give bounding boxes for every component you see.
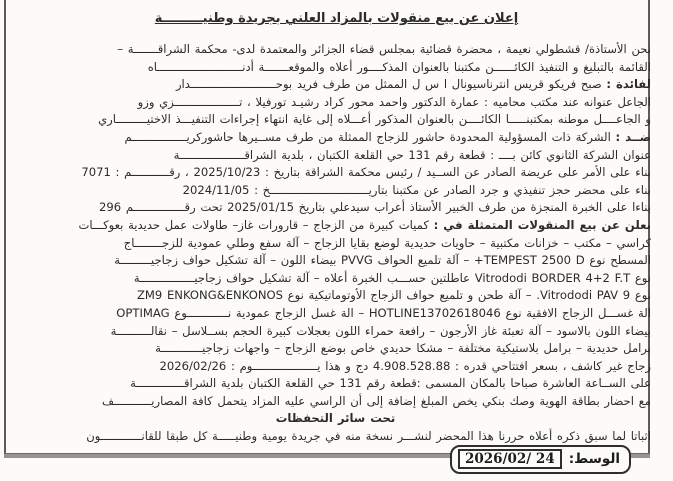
doc-line: الجاعل عنوانه عند مكتب محاميه : عمارة الدكتور واحمد محور كراد رشيـد تورفيلا ، تـــــــــــــــــــزي وزو <box>137 94 651 109</box>
doc-line-sale-items <box>20 217 651 235</box>
doc-line-opening-price: زجاج غير كاشف ، بسعر افتتاحي قدره : 4.908.528.88 دج و هذا يـــــــــــــــــــوم : 2026/02/26 <box>159 358 651 373</box>
doc-line: نوع Vitrododi PAV 9. – آلة طحن و تلميع حواف الزجاج الأوتوماتيكية نوع ZM9 ENKONG&ENKONOS <box>136 288 651 303</box>
beneficiary-text: صبح فريكو قريس انترناسيونال ا س ل الممثل من طرف فريد بوحـــــــــــــــــــــــــدار <box>175 77 607 92</box>
doc-line: المسطح نوع TEMPEST 2500 D+ – آلة تلميع الحواف PVVG بيضاء اللون – آلة تشكيل حواف زجاجيـــــــــة <box>114 253 651 268</box>
doc-line: مع احضار بطاقة الهوية وصك بنكي يخص المبلغ إضافة إلى أن الراسي عليه المزاد يتحمل كافة المصاريـــــــــــف <box>101 393 651 408</box>
doc-line: نوع Vitrododi BORDER 4+2 F.T عاطلتين حســـب الخبرة أعلاه – آلة تشكيل حواف زجاجيــــــــــــــــة <box>133 270 651 285</box>
stamp-label: الوسط: <box>568 451 621 467</box>
doc-line-closing: اثباتا لما سبق ذكره أعلاه حررنا هذا المحضر لنشـــر نسخة منه في جريدة يومية وطنيـــــة كل طبقا للقانــــــــــــون <box>86 429 651 444</box>
defendant-label: ضــد : <box>615 129 651 144</box>
doc-line: و الجاعــــل موطنه بمكتبنـــــا الكائــــن بالعنوان المذكور أعـــلاه إلى غاية انتهاء إجراءات التنفيـــذ الاختيـــــــــاري <box>98 112 651 127</box>
doc-line: عنوان الشركة الثانوي كائن بــــ : قطعة رقم 131 حي القلعة الكتبان ، بلدية الشراقـــــــــــــــــــة <box>173 147 651 162</box>
doc-line-court-order: بناء على الأمر على عريضة الصادر عن الســيد / رئيس محكمة الشراقة بتاريخ : 2025/10/23 ، رقـــــــــــم : 7071 <box>81 165 651 180</box>
doc-line: نحن الأستاذة/ قشطولي نعيمة ، محضرة قضائية بمجلس قضاء الجزائر والمعتمدة لدى- محكمة الشراقـــــــة – <box>117 42 651 56</box>
page-border-left <box>4 0 6 457</box>
doc-line-defendant <box>20 129 651 147</box>
beneficiary-label: لفائدة : <box>606 77 651 92</box>
doc-line: القائمة بالتبليغ و التنفيذ الكائــــــن مكتبنا بالعنوان المذكــــور أعلاه والموقعـــــــة أدنـــــــــــــــــــــــــاه <box>147 59 651 74</box>
doc-line-auction-place: على الســاعة العاشرة صباحا بالمكان المسمى :قطعة رقم 131 حي القلعة الكتبان بلدية الشراقــــــــــــــة <box>130 376 651 391</box>
doc-line: كراسي – مكتب – خزانات مكتبية – حاويات حديدية لوضع بقايا الزجاج – آلة سفع وطلي عمودية للزجــــــــاج <box>123 235 651 250</box>
defendant-text: الشركة ذات المسؤولية المحدودة حاشور للزجاج الممثلة من طرف مســيرها حاشوركريــــــــــــــــم <box>124 129 616 144</box>
doc-line-beneficiary <box>20 76 651 94</box>
notice-body <box>20 41 651 446</box>
doc-line: الة غســـل الزجاج الافقية نوع HOTLINE13702618046 – الة غسل الزجاج عمودية نــــــــــــوع OPTIMAG <box>116 305 651 320</box>
doc-line: بيضاء اللون بالاسود – آلة تعبئة غاز الأرجون – رافعة حمراء اللون بعجلات كبيرة الحجم بســلاسل – نقالــــــــــة <box>110 323 651 338</box>
sale-announcement-label: نعلن عن بيع المنقولات المتمثلة في : <box>433 217 651 232</box>
sale-items-text: كميات كبيرة من الزجاج – قارورات غاز– طاولات عمل حديدية بعوكـــات <box>78 217 434 232</box>
doc-line-expertise: بناءا على الخبرة المنجزة من طرف الخبير الأستاذ أعراب سيدعلي بتاريخ 2025/01/15 تحت رقـــــــــــــــم 296 <box>99 200 651 215</box>
page-title: إعلان عن بيع منقولات بالمزاد العلني بجريدة وطنيـــــــــة <box>154 11 519 26</box>
doc-line-reservations: تحت سائر التحفظات <box>275 411 396 426</box>
doc-line-seizure-report: بناء على محضر حجز تنفيذي و جرد الصادر عن مكتبنا بتاريـــــــــــــــــــــــــــــخ : 2024/11/05 <box>182 182 651 197</box>
doc-line: برامل حديدية – برامل بلاستيكية مختلفة – مشكا حديدي خاص بوضع الزجاج – واجهات زجاجيــــــــــــة <box>155 341 651 356</box>
stamp-date: 2026/02/ 24 <box>458 449 562 469</box>
stamp-box <box>450 445 631 474</box>
